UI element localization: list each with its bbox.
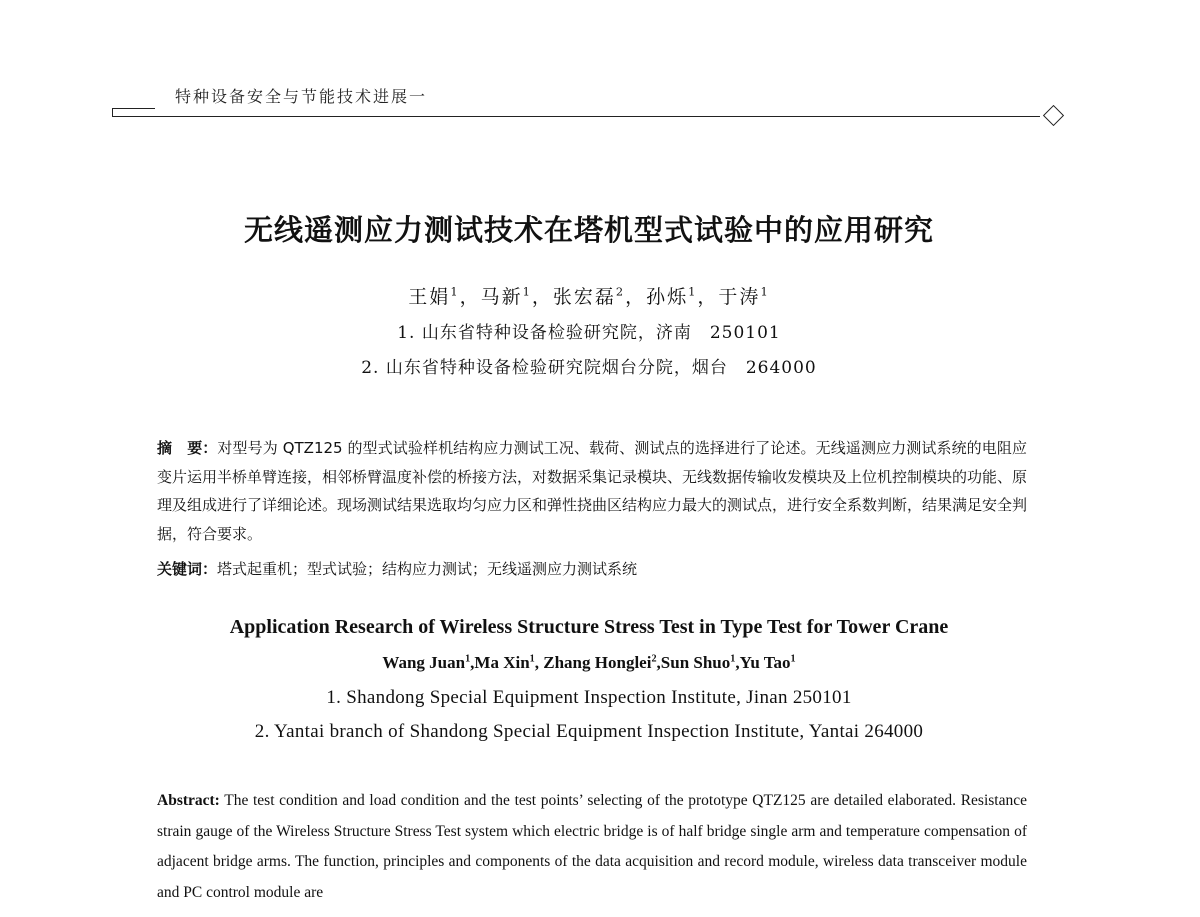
abstract-english bbox=[157, 786, 1027, 908]
keywords-chinese bbox=[157, 558, 1027, 579]
abstract-english-body: The test condition and load condition and the test points’ selecting of the prototype QTZ125 are detailed elaborated. Resistance strain gauge of the Wireless Structure Stress Test system which electric bridge is of half bridge single arm and temperature compensation of adjacent bridge arms. The function, principles and components of the data acquisition and record module, wireless data transceiver module and PC control module are bbox=[157, 792, 1027, 901]
diamond-icon bbox=[1043, 105, 1064, 126]
author-aff: 1 bbox=[465, 653, 471, 665]
author-aff: 1 bbox=[730, 653, 736, 665]
author-aff: 1 bbox=[790, 653, 796, 665]
author-name: Wang Juan bbox=[382, 653, 466, 672]
affiliation-english-2: 2. Yantai branch of Shandong Special Equipment Inspection Institute, Yantai 264000 bbox=[254, 721, 924, 742]
author-aff: 2 bbox=[651, 653, 657, 665]
abstract-chinese-body: 对型号为 QTZ125 的型式试验样机结构应力测试工况、载荷、测试点的选择进行了论述。无线遥测应力测试系统的电阻应变片运用半桥单臂连接，相邻桥臂温度补偿的桥接方法，对数据采集记录模块、无线数据传输收发模块及上位机控制模块的功能、原理及组成进行了详细论述。现场测试结果选取均匀应力区和弹性挠曲区结构应力最大的测试点，进行安全系数判断，结果满足安全判据，符合要求。 bbox=[157, 439, 1028, 543]
affiliation-chinese-1: 1. 山东省特种设备检验研究院，济南 250101 bbox=[397, 323, 781, 343]
author-aff: 1 bbox=[529, 653, 535, 665]
author-name: Sun Shuo bbox=[660, 653, 731, 672]
author-name: 孙烁 bbox=[646, 286, 689, 308]
author-name: 马新 bbox=[480, 286, 523, 308]
header-rule bbox=[112, 116, 1040, 117]
title-chinese: 无线遥测应力测试技术在塔机型式试验中的应用研究 bbox=[243, 213, 934, 247]
authors-chinese: 王娟$^1$，马新$^1$，张宏磊$^2$，孙烁$^1$，于涛$^1$ bbox=[408, 284, 770, 308]
author-aff: 1 bbox=[760, 284, 770, 299]
author-name: 张宏磊 bbox=[552, 286, 616, 308]
title-english: Application Research of Wireless Structure Stress Test in Type Test for Tower Crane bbox=[229, 616, 949, 638]
author-aff: 1 bbox=[522, 284, 532, 299]
author-aff: 1 bbox=[688, 284, 698, 299]
author-name: Yu Tao bbox=[739, 653, 791, 672]
author-aff: 2 bbox=[615, 284, 626, 299]
abstract-chinese bbox=[157, 434, 1027, 548]
abstract-chinese-label: 摘 要： bbox=[157, 439, 218, 457]
keywords-chinese-body: 塔式起重机；型式试验；结构应力测试；无线遥测应力测试系统 bbox=[217, 560, 638, 578]
author-name: 于涛 bbox=[718, 286, 761, 308]
keywords-chinese-label: 关键词： bbox=[157, 560, 218, 578]
author-name: 王娟 bbox=[408, 286, 451, 308]
affiliation-english-1: 1. Shandong Special Equipment Inspection Institute, Jinan 250101 bbox=[326, 687, 852, 708]
author-aff: 1 bbox=[450, 284, 460, 299]
author-name: Zhang Honglei bbox=[543, 653, 652, 672]
abstract-english-label: Abstract: bbox=[157, 792, 220, 809]
affiliation-chinese-2: 2. 山东省特种设备检验研究院烟台分院，烟台 264000 bbox=[361, 358, 817, 378]
author-name: Ma Xin bbox=[474, 653, 530, 672]
series-header: 特种设备安全与节能技术进展一 bbox=[175, 87, 428, 106]
authors-english: Wang Juan$^1$,Ma Xin$^1$, Zhang Honglei$^2$,Sun Shuo$^1$,Yu Tao$^1$ bbox=[382, 653, 796, 672]
